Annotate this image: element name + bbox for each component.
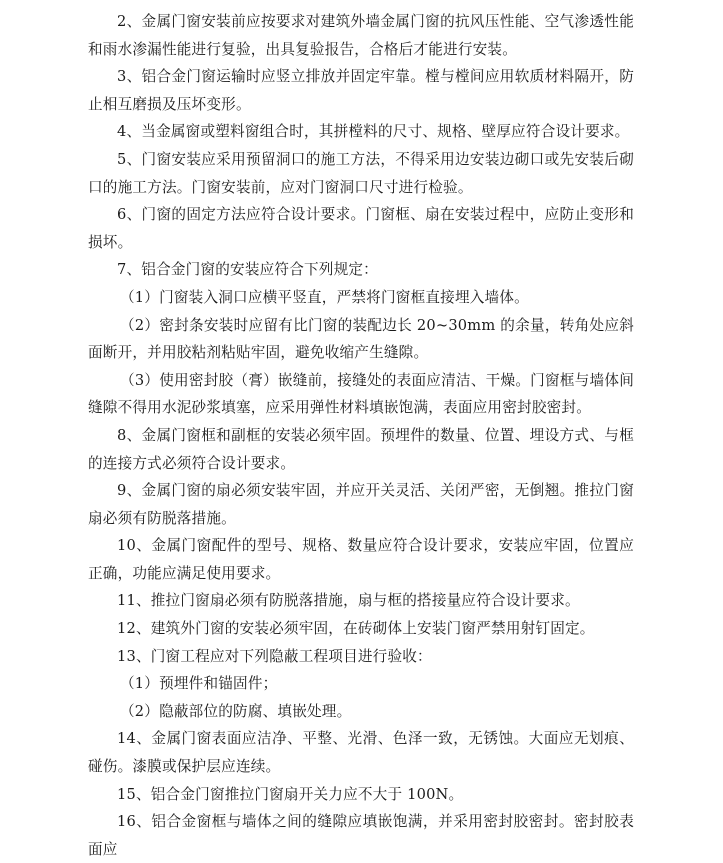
paragraph-7: 7、铝合金门窗的安装应符合下列规定： — [117, 261, 378, 279]
paragraph-15: 15、铝合金门窗推拉门窗扇开关力应不大于 100N。 — [117, 785, 464, 803]
paragraph-12: 12、建筑外门窗的安装必须牢固，在砖砌体上安装门窗严禁用射钉固定。 — [117, 620, 595, 638]
paragraph-4: 4、当金属窗或塑料窗组合时，其拼樘料的尺寸、规格、壁厚应符合设计要求。 — [117, 123, 630, 141]
paragraph-3: 3、铝合金门窗运输时应竖立排放并固定牢靠。樘与樘间应用软质材料隔开，防止相互磨损及压坏变形。 — [88, 68, 634, 113]
paragraph-5: 5、门窗安装应采用预留洞口的施工方法，不得采用边安装边砌口或先安装后砌口的施工方法。门窗安装前，应对门窗洞口尺寸进行检验。 — [88, 150, 634, 196]
paragraph-10: 10、金属门窗配件的型号、规格、数量应符合设计要求，安装应牢固，位置应正确，功能应满足使用要求。 — [88, 537, 634, 582]
paragraph-6: 6、门窗的固定方法应符合设计要求。门窗框、扇在安装过程中，应防止变形和损坏。 — [88, 206, 634, 251]
paragraph-9: 9、金属门窗的扇必须安装牢固，并应开关灵活、关闭严密，无倒翘。推拉门窗扇必须有防脱落措施。 — [88, 482, 634, 527]
paragraph-13-item-2: （2）隐蔽部位的防腐、填嵌处理。 — [120, 702, 352, 720]
paragraph-7-item-1: （1）门窗装入洞口应横平竖直，严禁将门窗框直接埋入墙体。 — [120, 288, 529, 306]
paragraph-16: 16、铝合金窗框与墙体之间的缝隙应填嵌饱满，并采用密封胶密封。密封胶表面应 — [88, 813, 634, 858]
paragraph-7-item-3: （3）使用密封胶（膏）嵌缝前，接缝处的表面应清洁、干燥。门窗框与墙体间缝隙不得用水泥砂浆填塞，应采用弹性材料填嵌饱满，表面应用密封胶密封。 — [88, 371, 634, 417]
paragraph-13-item-1: （1）预埋件和锚固件； — [120, 675, 278, 693]
paragraph-2: 2、金属门窗安装前应按要求对建筑外墙金属门窗的抗风压性能、空气渗透性能和雨水渗漏性能进行复验，出具复验报告，合格后才能进行安装。 — [88, 13, 634, 58]
paragraph-8: 8、金属门窗框和副框的安装必须牢固。预埋件的数量、位置、埋设方式、与框的连接方式必须符合设计要求。 — [88, 426, 634, 472]
paragraph-7-item-2: （2）密封条安装时应留有比门窗的装配边长 20~30mm 的余量，转角处应斜面断开，并用胶粘剂粘贴牢固，避免收缩产生缝隙。 — [88, 316, 634, 362]
paragraph-14: 14、金属门窗表面应洁净、平整、光滑、色泽一致，无锈蚀。大面应无划痕、碰伤。漆膜或保护层应连续。 — [88, 730, 634, 776]
paragraph-11: 11、推拉门窗扇必须有防脱落措施，扇与框的搭接量应符合设计要求。 — [117, 592, 580, 610]
paragraph-13: 13、门窗工程应对下列隐蔽工程项目进行验收： — [117, 647, 432, 665]
document-body — [88, 8, 634, 863]
